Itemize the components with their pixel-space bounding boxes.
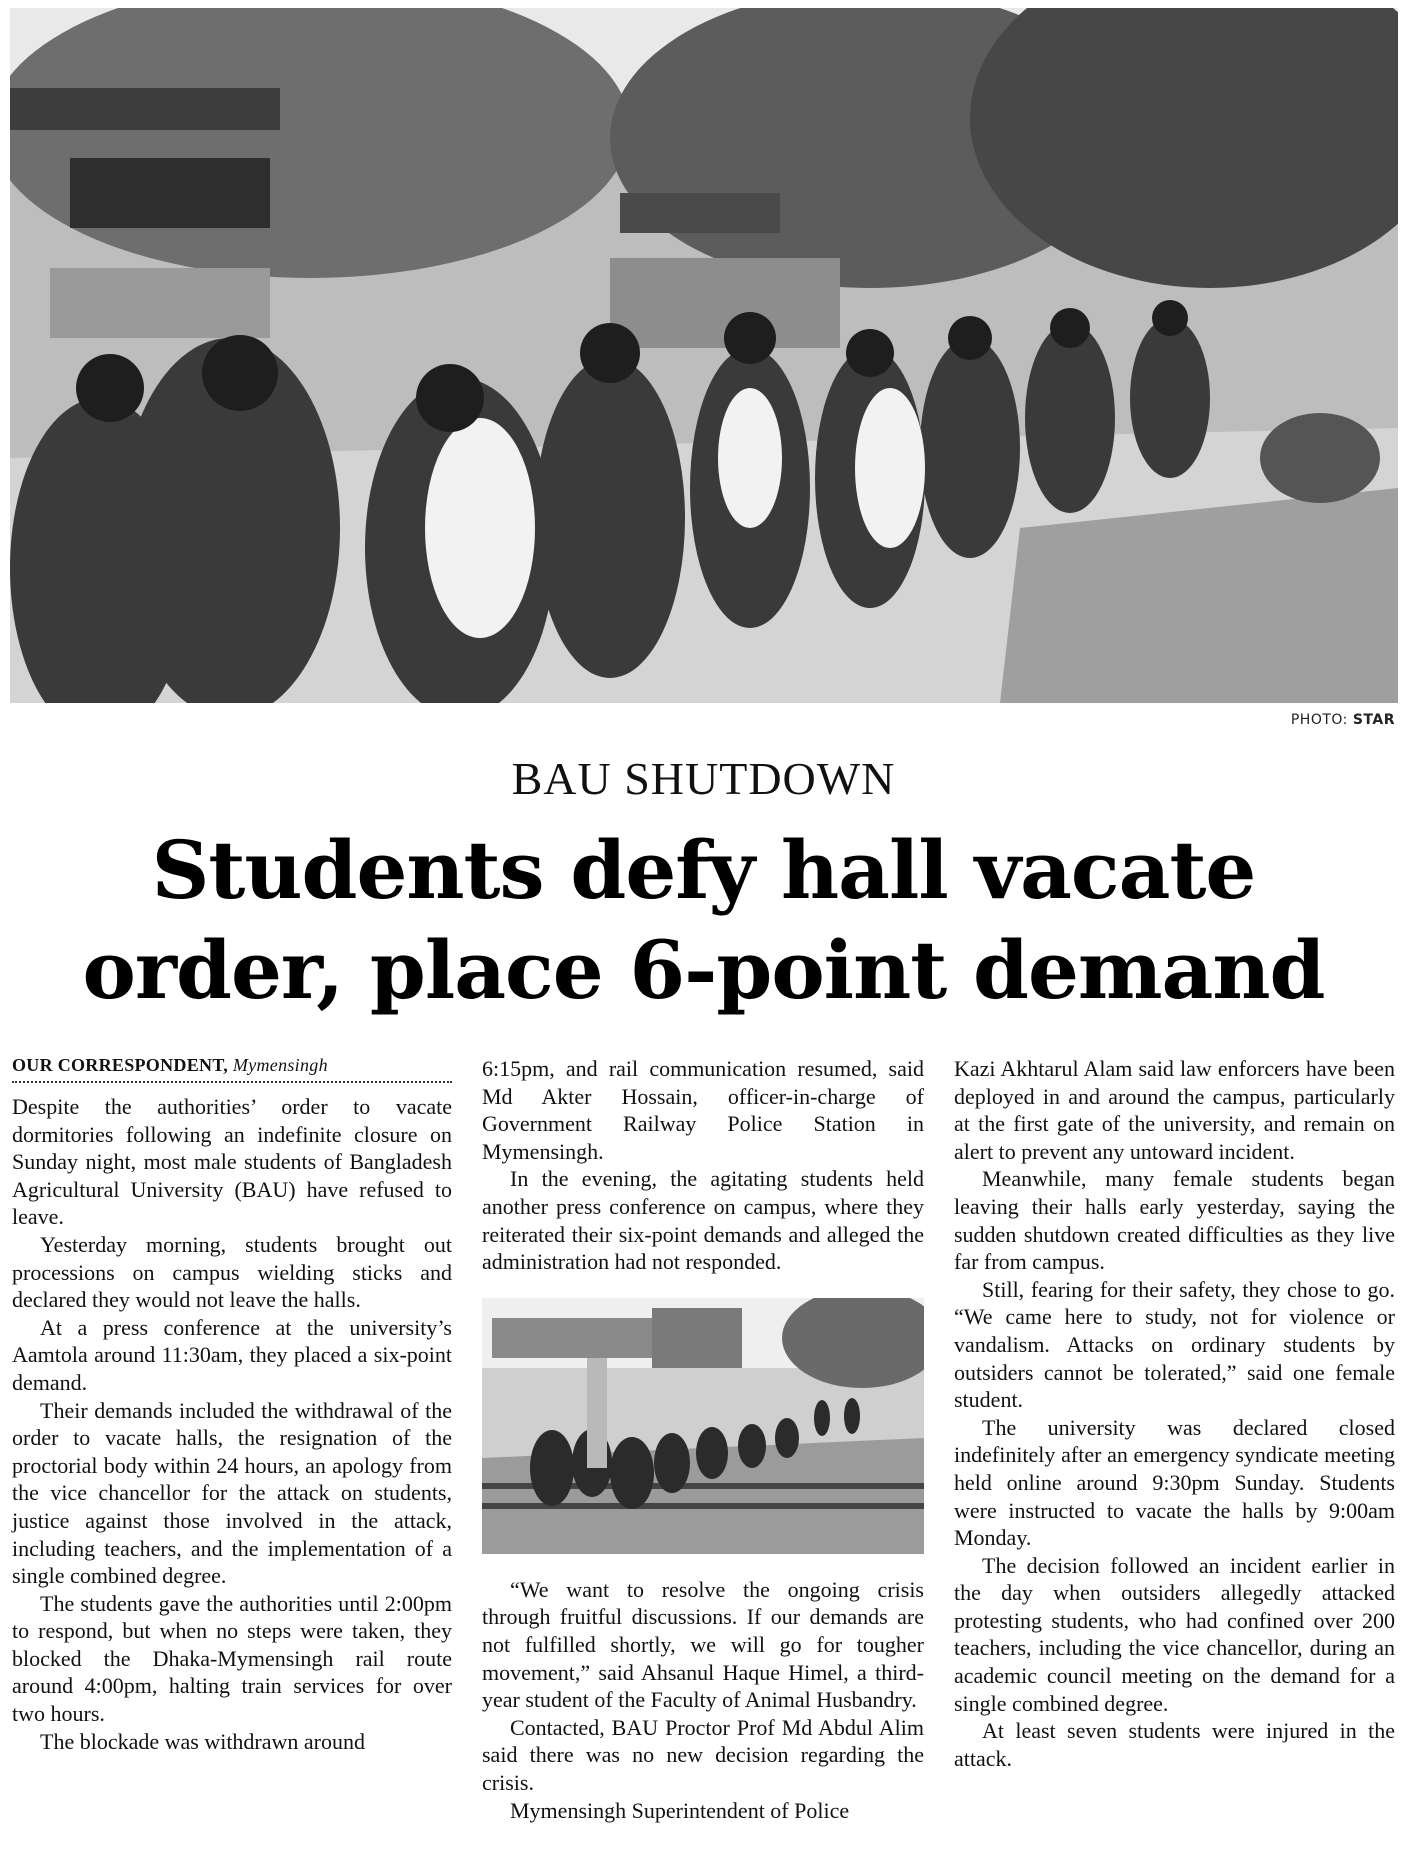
paragraph: The blockade was withdrawn around [40, 1728, 366, 1754]
paragraph: Despite the authorities’ order to vacate dormitories following an indefinite closure on Sunday night, most male students of Bangladesh Agricultural University (BAU) have refused to leave. [12, 1094, 452, 1230]
article-kicker: BAU SHUTDOWN [511, 753, 896, 804]
paragraph: Still, fearing for their safety, they chose to go. “We came here to study, not for violence or vandalism. Attacks on ordinary students by outsiders cannot be tolerated,” said one female student. [954, 1276, 1395, 1413]
paragraph: “We want to resolve the ongoing crisis through fruitful discussions. If our demands are not fulfilled shortly, we will go for tougher movement,” said Ahsanul Haque Himel, a third-year student of the Faculty of Animal Husbandry. [482, 1576, 924, 1713]
photo-credit [1291, 712, 1395, 728]
inline-photo [482, 1298, 924, 1554]
photo-credit-source: STAR [1352, 712, 1395, 728]
headline-line-1: Students defy hall vacate [151, 823, 1256, 917]
paragraph: Their demands included the withdrawal of the order to vacate halls, the resignation of the proctorial body within 24 hours, an apology from the vice chancellor for the attack on students, justice against those involved in the attack, including teachers, and the implementation of a single combined degree. [12, 1397, 452, 1589]
paragraph: At least seven students were injured in the attack. [954, 1718, 1395, 1771]
paragraph: The university was declared closed indefinitely after an emergency syndicate meeting held online around 9:30pm Sunday. Students were instructed to vacate the halls by 9:00am Monday. [954, 1414, 1395, 1551]
article-headline [0, 820, 1407, 1020]
paragraph: Mymensingh Superintendent of Police [510, 1797, 850, 1823]
article-column-3 [954, 1055, 1395, 1772]
paragraph: Kazi Akhtarul Alam said law enforcers have been deployed in and around the campus, particularly at the first gate of the university, and remain on alert to prevent any untoward incident. [954, 1056, 1395, 1164]
seated-students-photo [482, 1298, 924, 1554]
paragraph: Contacted, BAU Proctor Prof Md Abdul Alim said there was no new decision regarding the crisis. [482, 1714, 924, 1795]
byline [12, 1055, 452, 1083]
paragraph: Meanwhile, many female students began leaving their halls early yesterday, saying the sudden shutdown created difficulties as they live far from campus. [954, 1166, 1395, 1275]
paragraph: Yesterday morning, students brought out processions on campus wielding sticks and declared they would not leave the halls. [12, 1231, 452, 1313]
paragraph: At a press conference at the university’s Aamtola around 11:30am, they placed a six-point demand. [12, 1314, 452, 1395]
article-column-1 [12, 1055, 452, 1755]
photo-credit-label: PHOTO: [1290, 712, 1348, 728]
paragraph: In the evening, the agitating students held another press conference on campus, where they reiterated their six-point demands and alleged the administration had not responded. [482, 1166, 924, 1275]
protest-march-photo [10, 8, 1398, 703]
byline-location: Mymensingh [232, 1055, 328, 1075]
byline-author: OUR CORRESPONDENT, [12, 1055, 229, 1075]
paragraph: The students gave the authorities until 2:00pm to respond, but when no steps were taken, they blocked the Dhaka-Mymensingh rail route around 4:00pm, halting train services for over two hours. [12, 1590, 452, 1727]
main-photo [10, 8, 1398, 703]
paragraph: 6:15pm, and rail communication resumed, said Md Akter Hossain, officer-in-charge of Government Railway Police Station in Mymensingh. [482, 1056, 924, 1164]
paragraph: The decision followed an incident earlier in the day when outsiders allegedly attacked protesting students, who had confined over 200 teachers, including the vice chancellor, during an academic council meeting on the demand for a single combined degree. [954, 1552, 1395, 1716]
article-column-2 [482, 1055, 924, 1824]
headline-line-2: order, place 6-point demand [82, 923, 1325, 1017]
